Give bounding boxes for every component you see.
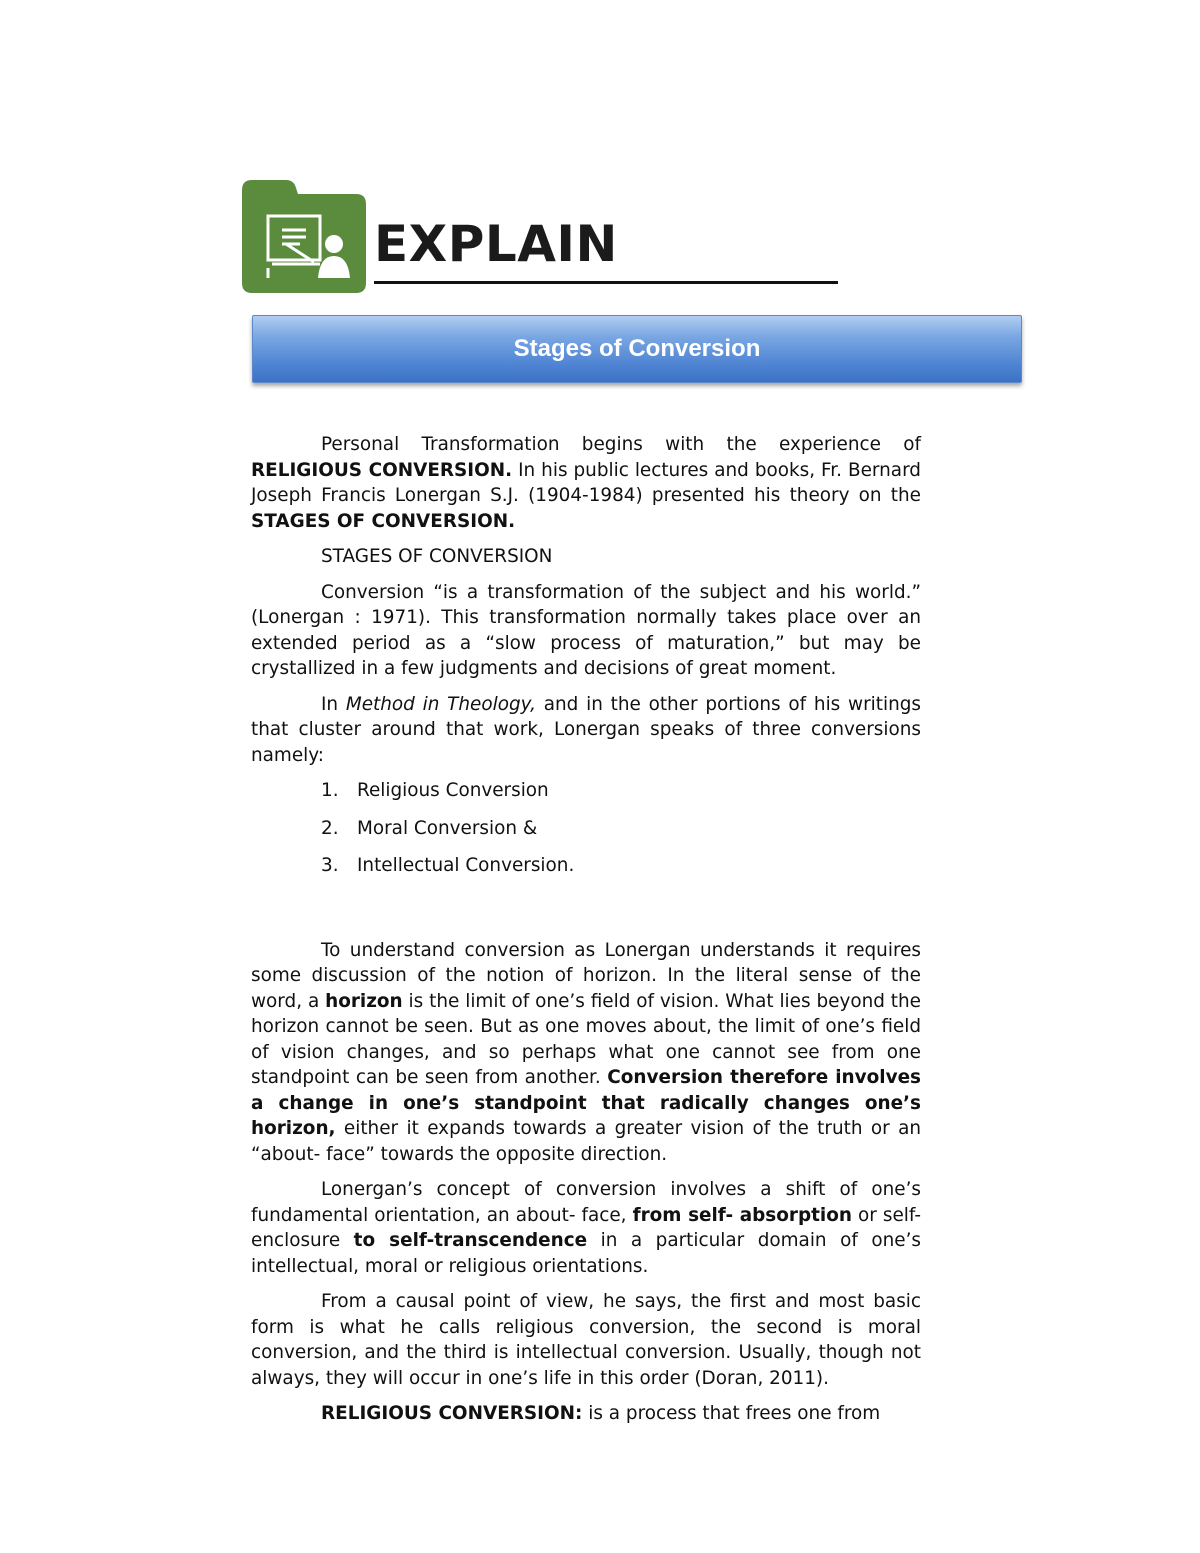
horizon-paragraph: To understand conversion as Lonergan understands it requires some discussion of the notion of horizon. In the literal sense of the word, a horizon is the limit of one’s field of vision. What lies beyond the horizon cannot be seen. But as one moves about, the limit of one’s field of vision changes, and so perhaps what one cannot see from one standpoint can be seen from another. Conversion therefore involves a change in one’s standpoint that radically changes one’s horizon, either it expands towards a greater vision of the truth or an “about- face” towards the opposite direction. <box>251 939 921 1165</box>
definition-paragraph: Conversion “is a transformation of the subject and his world.” (Lonergan : 1971). This transformation normally takes place over an extended period as a “slow process of maturation,” but may be crystallized in a few judgments and decisions of great moment. <box>251 581 921 679</box>
bold-term: to self-transcendence <box>353 1230 588 1251</box>
topic-banner <box>252 315 1022 383</box>
list-number: 2. <box>321 817 339 839</box>
book-title: Method in Theology, <box>345 693 536 715</box>
bold-term: from self- absorption <box>632 1204 852 1226</box>
bold-term: RELIGIOUS CONVERSION: <box>321 1403 583 1424</box>
section-title: EXPLAIN <box>374 215 618 273</box>
subheading: STAGES OF CONVERSION <box>321 546 553 567</box>
order-paragraph: From a causal point of view, he says, the first and most basic form is what he calls religious conversion, the second is moral conversion, and the third is intellectual conversion. Usually, though not always, they will occur in one’s life in this order (Doran, 2011). <box>251 1291 921 1389</box>
bold-term: STAGES OF CONVERSION. <box>251 510 516 532</box>
intro-paragraph: Personal Transformation begins with the experience of RELIGIOUS CONVERSION. In his public lectures and books, Fr. Bernard Joseph Francis Lonergan S.J. (1904-1984) presented his theory on the STAGES OF CONVERSION. <box>251 434 921 532</box>
list-text: Religious Conversion <box>357 780 549 801</box>
list-item <box>251 816 921 842</box>
section-header <box>242 180 842 295</box>
list-item <box>251 853 921 879</box>
list-number: 1. <box>321 780 339 801</box>
teacher-at-board-icon <box>242 180 366 293</box>
three-conversions-paragraph: In Method in Theology, and in the other portions of his writings that cluster around that work, Lonergan speaks of three conversions namely: <box>251 693 921 766</box>
list-text: Intellectual Conversion. <box>357 855 575 876</box>
conversions-list <box>251 778 921 879</box>
document-body <box>251 432 921 1437</box>
title-underline <box>374 281 838 284</box>
bold-term: horizon <box>325 990 403 1012</box>
list-item <box>251 778 921 804</box>
bold-term: RELIGIOUS CONVERSION. <box>251 459 513 481</box>
spacer <box>251 891 921 938</box>
topic-title: Stages of Conversion <box>513 335 761 362</box>
shift-paragraph: Lonergan’s concept of conversion involves a shift of one’s fundamental orientation, an about- face, from self- absorption or self-enclosure to self-transcendence in a particular domain of one’s intellectual, moral or religious orientations. <box>251 1179 921 1277</box>
list-number: 3. <box>321 855 339 876</box>
religious-conversion-paragraph: RELIGIOUS CONVERSION: is a process that frees one from <box>321 1403 881 1424</box>
list-text: Moral Conversion & <box>357 817 538 839</box>
bold-statement: Conversion therefore involves a change in one’s standpoint that radically changes one’s horizon, <box>251 1067 921 1139</box>
